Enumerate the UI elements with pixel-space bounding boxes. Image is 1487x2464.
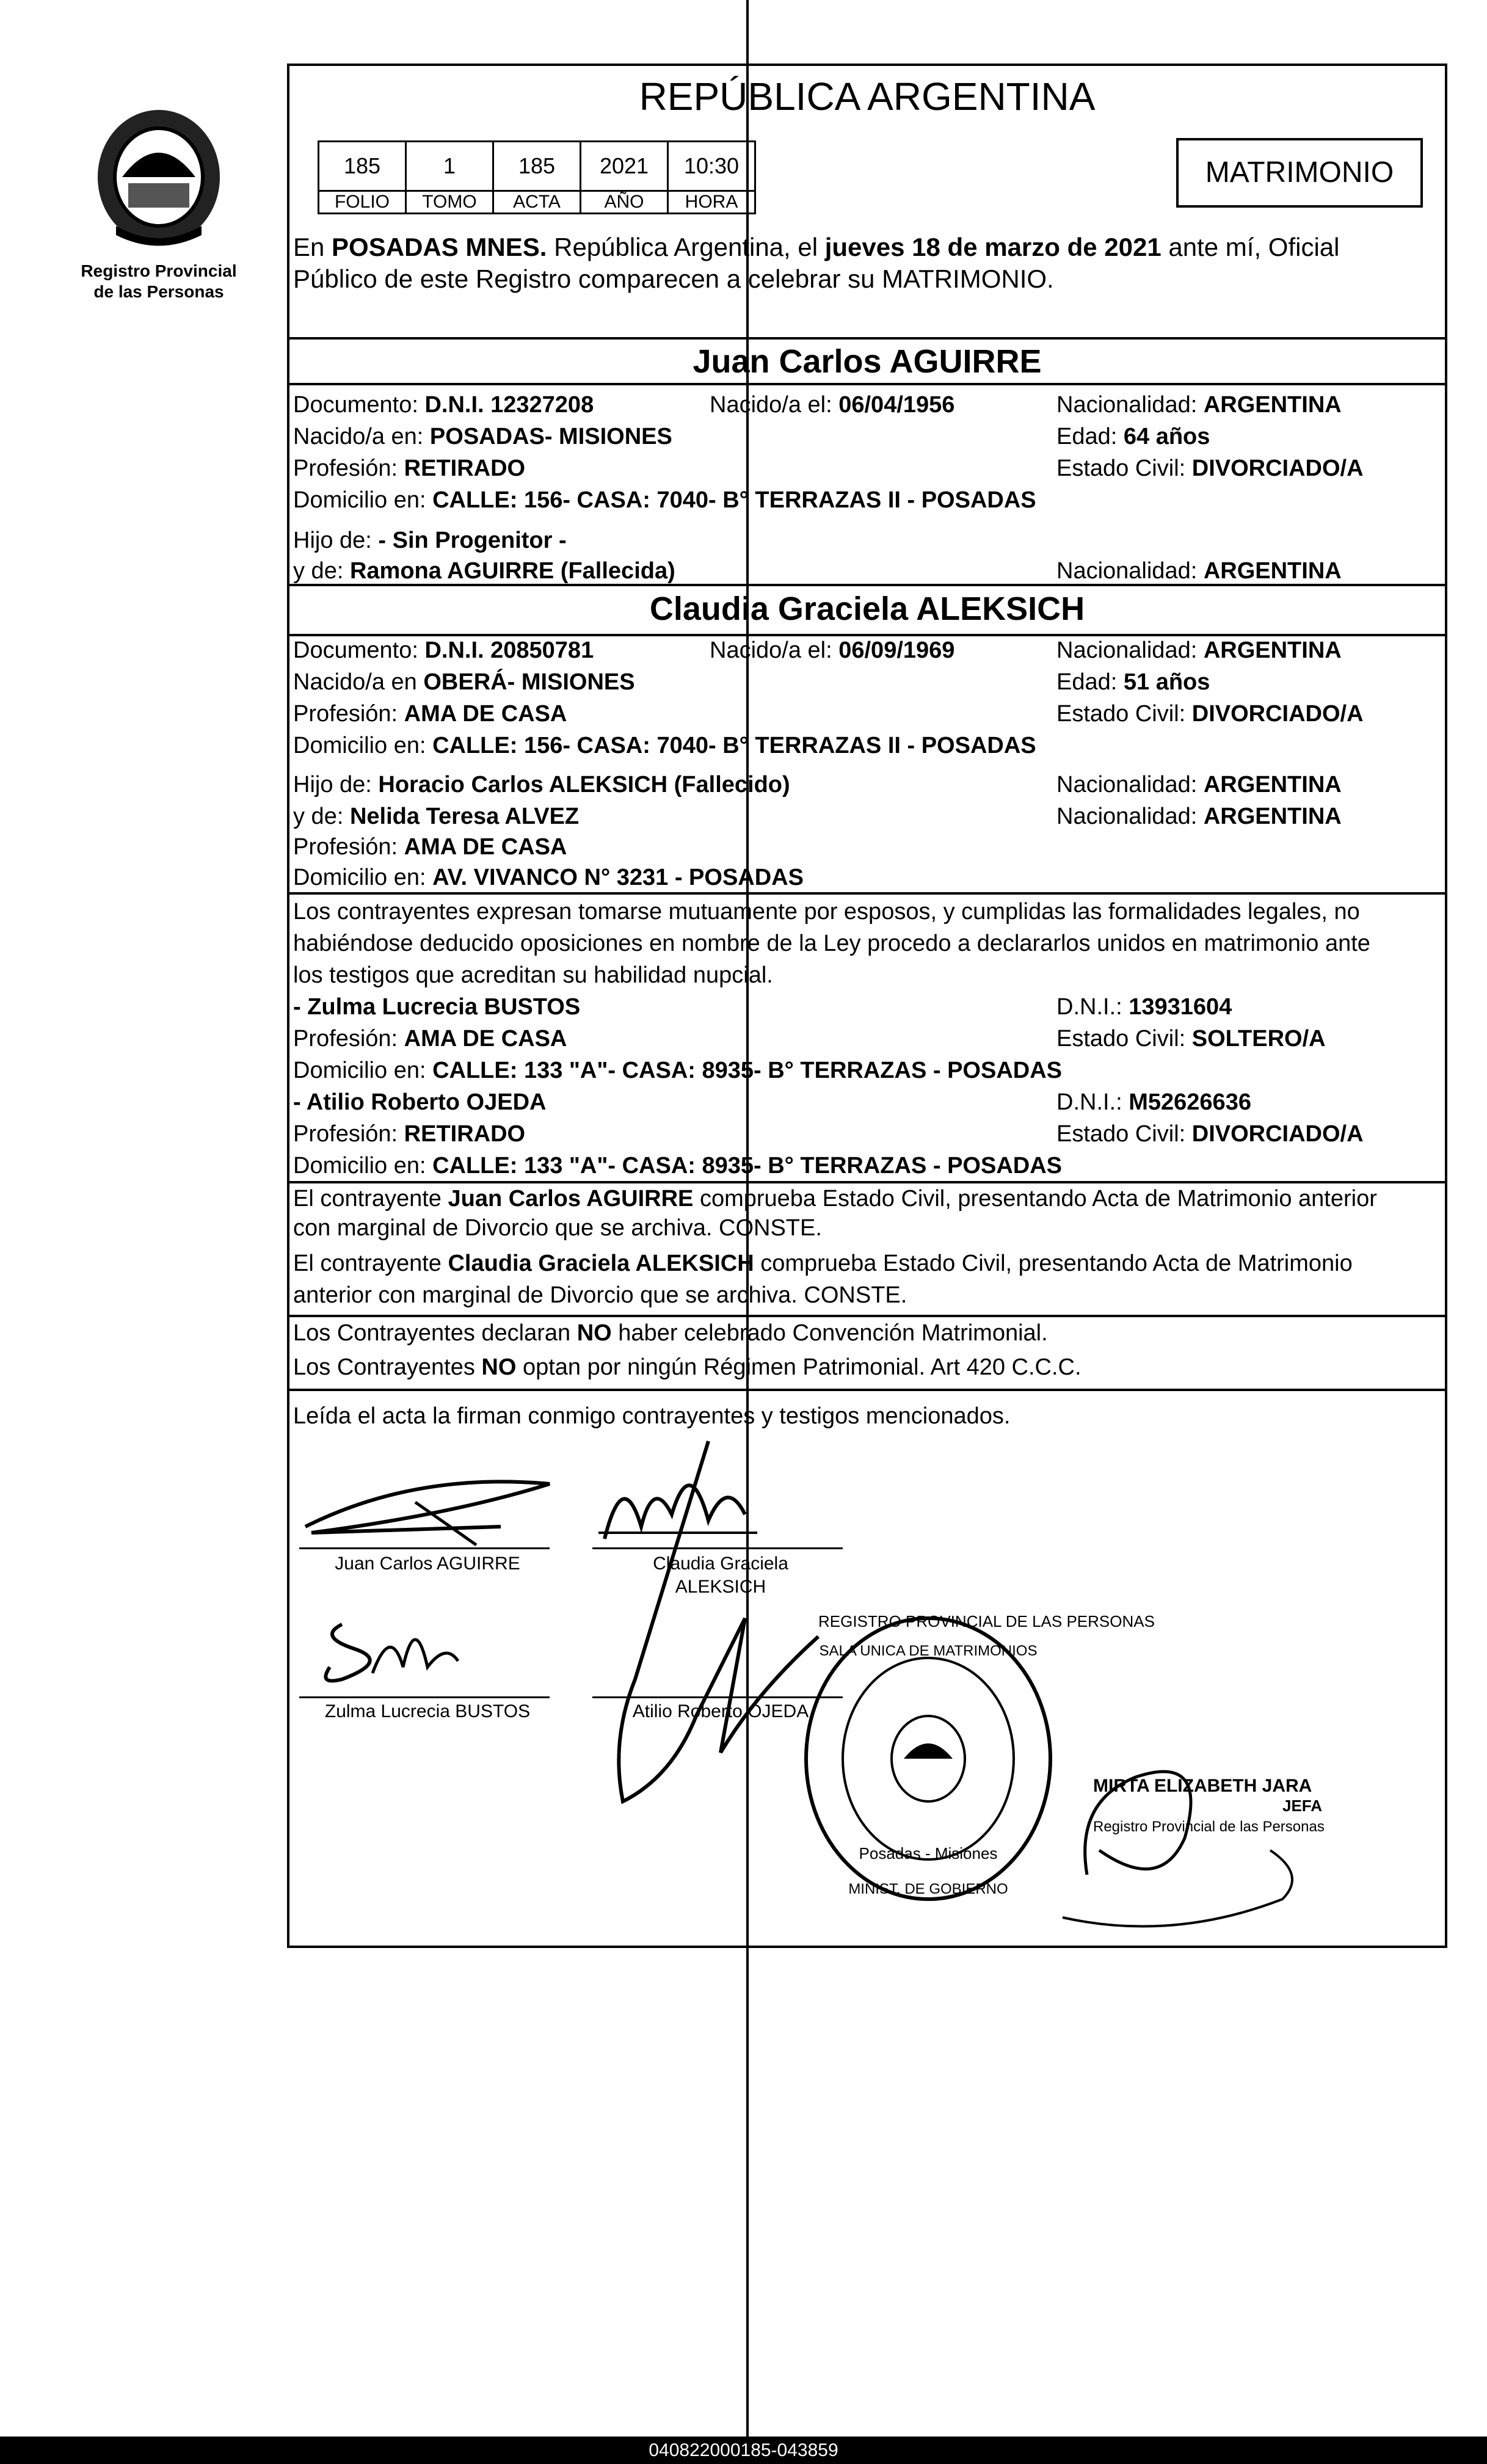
divider	[287, 1315, 1447, 1317]
divider	[287, 337, 1447, 340]
intro-line-1: En POSADAS MNES. República Argentina, el jueves 18 de marzo de 2021 ante mí, Oficial	[293, 233, 1340, 261]
party2-parent-address: Domicilio en: AV. VIVANCO N° 3231 - POSADAS	[293, 865, 804, 890]
folio-value: 185	[319, 142, 406, 191]
party2-born: Nacido/a el: 06/09/1969	[710, 638, 955, 663]
witness2-address: Domicilio en: CALLE: 133 "A"- CASA: 8935- B° TERRAZAS - POSADAS	[293, 1153, 1062, 1179]
witness1-civil-status: Estado Civil: SOLTERO/A	[1056, 1026, 1326, 1052]
witness1-name: - Zulma Lucrecia BUSTOS	[293, 994, 581, 1020]
party2-nationality: Nacionalidad: ARGENTINA	[1056, 638, 1342, 663]
party2-doc: Documento: D.N.I. 20850781	[293, 638, 594, 663]
logo-caption-2: de las Personas	[93, 282, 224, 301]
officer-name: MIRTA ELIZABETH JARA	[1093, 1776, 1312, 1796]
signature-label-ojeda: Atilio Roberto OJEDA	[632, 1701, 809, 1721]
note2-line-2: anterior con marginal de Divorcio que se archiva. CONSTE.	[293, 1282, 907, 1308]
note1-line-2: con marginal de Divorcio que se archiva. CONSTE.	[293, 1215, 822, 1241]
party2-parent-profession: Profesión: AMA DE CASA	[293, 834, 567, 860]
witness2-profession: Profesión: RETIRADO	[293, 1121, 526, 1147]
province-seal-icon	[85, 104, 232, 256]
party2-name: Claudia Graciela ALEKSICH	[649, 591, 1085, 627]
note2-line-1: El contrayente Claudia Graciela ALEKSICH comprueba Estado Civil, presentando Acta de Matrimonio	[293, 1251, 1353, 1276]
acta-label: ACTA	[493, 191, 581, 214]
signature-label-aguirre: Juan Carlos AGUIRRE	[335, 1554, 520, 1574]
party1-address: Domicilio en: CALLE: 156- CASA: 7040- B° TERRAZAS II - POSADAS	[293, 487, 1036, 513]
divider	[287, 1181, 1447, 1183]
logo-caption-1: Registro Provincial	[81, 261, 237, 280]
witness1-profession: Profesión: AMA DE CASA	[293, 1026, 567, 1052]
stamp-outer-text: REGISTRO PROVINCIAL DE LAS PERSONAS	[818, 1612, 1155, 1630]
party2-birthplace: Nacido/a en OBERÁ- MISIONES	[293, 669, 635, 695]
regime-line-1: Los Contrayentes declaran NO haber celebrado Convención Matrimonial.	[293, 1320, 1048, 1346]
witness2-name: - Atilio Roberto OJEDA	[293, 1089, 547, 1115]
party2-father: Hijo de: Horacio Carlos ALEKSICH (Fallecido)	[293, 772, 790, 798]
divider	[287, 383, 1447, 385]
party2-profession: Profesión: AMA DE CASA	[293, 701, 567, 727]
note1-line-1: El contrayente Juan Carlos AGUIRRE comprueba Estado Civil, presentando Acta de Matrimonio anterior	[293, 1186, 1377, 1212]
declaration-line-3: los testigos que acreditan su habilidad nupcial.	[293, 962, 773, 988]
party1-birthplace: Nacido/a en: POSADAS- MISIONES	[293, 424, 672, 449]
officer-role: JEFA	[1282, 1797, 1323, 1815]
divider	[287, 1389, 1447, 1391]
anio-label: AÑO	[581, 191, 668, 214]
signature-label-aleksich-2: ALEKSICH	[675, 1577, 766, 1597]
party1-nationality: Nacionalidad: ARGENTINA	[1056, 392, 1342, 418]
party1-born: Nacido/a el: 06/04/1956	[710, 392, 955, 418]
hora-value: 10:30	[668, 142, 755, 191]
divider	[287, 892, 1447, 895]
party1-doc: Documento: D.N.I. 12327208	[293, 392, 594, 418]
page-title: REPÚBLICA ARGENTINA	[639, 75, 1096, 118]
stamp-city-text: Posadas - Misiones	[859, 1844, 998, 1863]
witness1-dni: D.N.I.: 13931604	[1056, 994, 1232, 1020]
signature-aguirre-icon	[293, 1466, 562, 1551]
party2-father-nationality: Nacionalidad: ARGENTINA	[1056, 772, 1342, 798]
witness2-civil-status: Estado Civil: DIVORCIADO/A	[1056, 1121, 1364, 1147]
act-type-box: MATRIMONIO	[1176, 138, 1423, 208]
document-code: 040822000185-043859	[0, 2437, 1487, 2464]
party2-address: Domicilio en: CALLE: 156- CASA: 7040- B° TERRAZAS II - POSADAS	[293, 733, 1036, 758]
signature-label-aleksich-1: Claudia Graciela	[653, 1554, 788, 1574]
party2-mother: y de: Nelida Teresa ALVEZ	[293, 804, 580, 829]
anio-value: 2021	[581, 142, 668, 191]
hora-label: HORA	[668, 191, 755, 214]
witness1-address: Domicilio en: CALLE: 133 "A"- CASA: 8935- B° TERRAZAS - POSADAS	[293, 1058, 1062, 1083]
regime-line-2: Los Contrayentes NO optan por ningún Régimen Patrimonial. Art 420 C.C.C.	[293, 1354, 1082, 1380]
party1-civil-status: Estado Civil: DIVORCIADO/A	[1056, 456, 1364, 481]
signature-bustos-icon	[305, 1600, 476, 1698]
declaration-line-1: Los contrayentes expresan tomarse mutuamente por esposos, y cumplidas las formalidades legales, no	[293, 899, 1360, 925]
signatures-intro: Leída el acta la firman conmigo contrayentes y testigos mencionados.	[293, 1403, 1011, 1429]
signature-line	[299, 1547, 550, 1549]
party1-mother: y de: Ramona AGUIRRE (Fallecida)	[293, 558, 675, 584]
party2-mother-nationality: Nacionalidad: ARGENTINA	[1056, 804, 1342, 829]
tomo-value: 1	[406, 142, 493, 191]
party2-civil-status: Estado Civil: DIVORCIADO/A	[1056, 701, 1364, 727]
registry-table	[318, 140, 756, 214]
declaration-line-2: habiéndose deducido oposiciones en nombre de la Ley procedo a declararlos unidos en matrimonio ante	[293, 931, 1370, 956]
party1-father: Hijo de: - Sin Progenitor -	[293, 528, 567, 553]
stamp-inner-text: SALA UNICA DE MATRIMONIOS	[819, 1643, 1038, 1659]
acta-value: 185	[493, 142, 581, 191]
party1-name: Juan Carlos AGUIRRE	[693, 343, 1042, 380]
party1-age: Edad: 64 años	[1056, 424, 1210, 449]
folio-label: FOLIO	[319, 191, 406, 214]
party1-profession: Profesión: RETIRADO	[293, 456, 526, 481]
party2-age: Edad: 51 años	[1056, 669, 1210, 695]
signature-line	[299, 1696, 550, 1698]
stamp-ministry-text: MINIST. DE GOBIERNO	[848, 1881, 1008, 1897]
signature-label-bustos: Zulma Lucrecia BUSTOS	[324, 1701, 531, 1721]
intro-line-2: Público de este Registro comparecen a celebrar su MATRIMONIO.	[293, 264, 1054, 293]
tomo-label: TOMO	[406, 191, 493, 214]
officer-org: Registro Provincial de las Personas	[1093, 1819, 1325, 1835]
party1-mother-nationality: Nacionalidad: ARGENTINA	[1056, 558, 1342, 584]
witness2-dni: D.N.I.: M52626636	[1056, 1089, 1251, 1115]
